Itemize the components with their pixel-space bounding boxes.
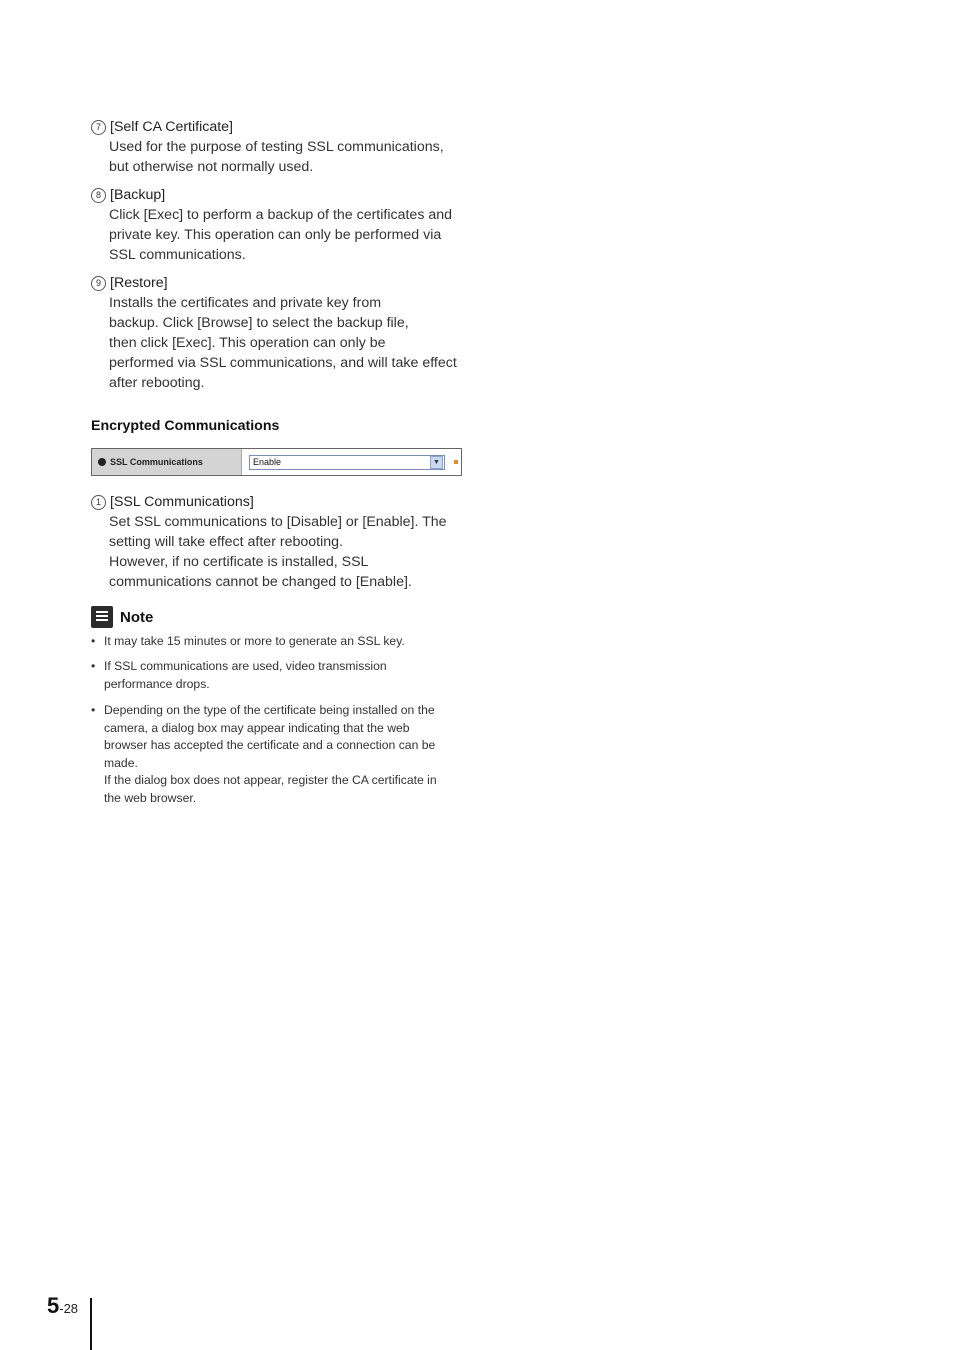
item-ssl-communications: [91, 492, 463, 592]
page-number: [47, 1293, 78, 1319]
item-line: communications cannot be changed to [Enable].: [109, 574, 412, 590]
item-line: then click [Exec]. This operation can only be: [109, 335, 386, 351]
item-line: performed via SSL communications, and will take effect: [109, 355, 457, 371]
item-line: backup. Click [Browse] to select the backup file,: [109, 315, 409, 331]
ssl-label: SSL Communications: [110, 457, 203, 467]
note-line: It may take 15 minutes or more to generate an SSL key.: [104, 634, 405, 648]
list-item: [91, 658, 463, 693]
item-line: but otherwise not normally used.: [109, 159, 314, 175]
item-restore: [91, 273, 463, 393]
note-line: Depending on the type of the certificate being installed on the: [104, 703, 435, 717]
item-title: [Restore]: [110, 275, 168, 291]
chapter-number: 5: [47, 1293, 60, 1318]
note-line: If the dialog box does not appear, register the CA certificate in: [104, 773, 437, 787]
note-header: [91, 606, 153, 628]
item-title: [SSL Communications]: [110, 494, 254, 510]
bullet-icon: •: [91, 634, 96, 648]
note-line: browser has accepted the certificate and a connection can be: [104, 738, 436, 752]
item-line: Click [Exec] to perform a backup of the certificates and: [109, 207, 453, 223]
bullet-icon: •: [91, 703, 96, 717]
note-title: Note: [120, 608, 154, 626]
ssl-select[interactable]: [249, 455, 445, 470]
item-line: Installs the certificates and private key from: [109, 295, 382, 311]
ssl-label-cell: [92, 449, 242, 475]
ssl-field-cell: [242, 449, 461, 475]
list-item: [91, 633, 463, 651]
item-title: [Self CA Certificate]: [110, 119, 234, 135]
chevron-down-icon[interactable]: ▼: [430, 456, 443, 469]
item-self-ca-certificate: [91, 117, 463, 177]
note-line: made.: [104, 755, 138, 770]
info-icon: [98, 458, 106, 466]
ssl-select-value: Enable: [253, 457, 282, 467]
bullet-icon: •: [91, 659, 96, 673]
item-line: Set SSL communications to [Disable] or [Enable]. The: [109, 514, 447, 530]
item-line: after rebooting.: [109, 375, 205, 391]
item-line: Used for the purpose of testing SSL communications,: [109, 139, 444, 155]
note-line: If SSL communications are used, video transmission: [104, 659, 387, 673]
note-icon: [91, 606, 113, 628]
list-item: [91, 702, 463, 807]
circled-number: 9: [91, 276, 106, 291]
circled-number: 7: [91, 120, 106, 135]
item-line: setting will take effect after rebooting.: [109, 534, 343, 550]
changed-marker-icon: [454, 460, 458, 464]
item-line: private key. This operation can only be performed via: [109, 227, 442, 243]
item-line: SSL communications.: [109, 247, 246, 263]
page-suffix: -28: [59, 1301, 79, 1316]
circled-number: 1: [91, 495, 106, 510]
item-title: [Backup]: [110, 187, 166, 203]
note-line: camera, a dialog box may appear indicating that the web: [104, 720, 410, 735]
circled-number: 8: [91, 188, 106, 203]
section-heading: Encrypted Communications: [91, 418, 280, 434]
note-line: performance drops.: [104, 676, 210, 691]
footer-divider: [90, 1298, 92, 1350]
item-backup: [91, 185, 463, 265]
note-line: the web browser.: [104, 790, 197, 805]
ssl-communications-setting: [91, 448, 462, 476]
item-line: However, if no certificate is installed, SSL: [109, 554, 369, 570]
